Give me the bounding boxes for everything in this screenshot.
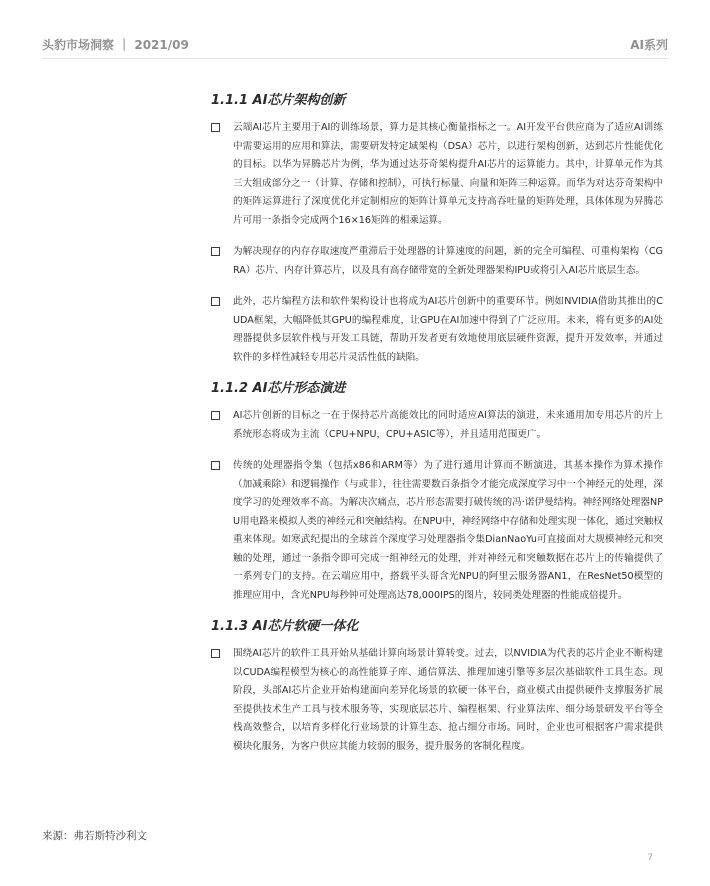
bullet-item (211, 407, 663, 444)
header-series-name: AI系列 (630, 38, 668, 52)
page-number: 7 (647, 853, 653, 863)
bullet-square-icon (211, 411, 220, 420)
page-header (42, 36, 668, 56)
bullet-square-icon (211, 297, 220, 306)
section-title-hw-sw-integration: 1.1.3 AI芯片软硬一体化 (211, 619, 359, 634)
bullet-item (211, 645, 663, 756)
source-note: 来源：弗若斯特沙利文 (42, 830, 147, 842)
bullet-text: 云端AI芯片主要用于AI的训练场景，算力是其核心衡量指标之一。AI开发平台供应商为了适应AI训练中需要运用的应用和算法，需要研发特定域架构（DSA）芯片，以进行架构创新，达到芯片性能优化的目标。以华为昇腾芯片为例，华为通过达芬奇架构提升AI芯片的运算能力。其中，计算单元作为其三大组成部分之一（计算、存储和控制），可执行标量、向量和矩阵三种运算。而华为对达芬奇架构中的矩阵运算进行了深度优化并定制相应的矩阵计算单元支持高吞吐量的矩阵处理，具体体现为昇腾芯片可用一条指令完成两个16×16矩阵的相乘运算。 (233, 122, 663, 226)
section-title-architecture-innovation: 1.1.1 AI芯片架构创新 (211, 93, 346, 108)
bullet-text: 为解决现存的内存存取速度严重滞后于处理器的计算速度的问题，新的完全可编程、可重构架构（CGRA）芯片、内存计算芯片，以及具有高存储带宽的全新处理器架构IPU或将引入AI芯片底层生态。 (233, 246, 663, 276)
bullet-square-icon (211, 649, 220, 658)
bullet-square-icon (211, 461, 220, 470)
bullet-square-icon (211, 123, 220, 132)
bullet-item (211, 457, 663, 605)
header-report-title: 头豹市场洞察 ｜ 2021/09 (42, 38, 189, 52)
section-title-form-evolution: 1.1.2 AI芯片形态演进 (211, 381, 346, 396)
header-divider (42, 58, 668, 59)
bullet-text: 此外，芯片编程方法和软件架构设计也将成为AI芯片创新中的重要环节。例如NVIDIA借助其推出的CUDA框架，大幅降低其GPU的编程难度，让GPU在AI加速中得到了广泛应用。未来，将有更多的AI处理器提供多层软件栈与开发工具链，帮助开发者更有效地使用底层硬件资源，提升开发效率，并通过软件的多样性减轻专用芯片灵活性低的缺陷。 (233, 296, 663, 363)
bullet-item (211, 119, 663, 230)
bullet-square-icon (211, 247, 220, 256)
main-content (211, 92, 663, 769)
bullet-text: AI芯片创新的目标之一在于保持芯片高能效比的同时适应AI算法的演进，未来通用加专用芯片的片上系统形态将成为主流（CPU+NPU，CPU+ASIC等），并且适用范围更广。 (233, 410, 663, 440)
bullet-item (211, 243, 663, 280)
bullet-item (211, 293, 663, 367)
bullet-text: 围绕AI芯片的软件工具开始从基础计算向场景计算转变。过去，以NVIDIA为代表的芯片企业不断构建以CUDA编程模型为核心的高性能算子库、通信算法、推理加速引擎等多层次基础软件工具生态。现阶段，头部AI芯片企业开始构建面向差异化场景的软硬一体平台，商业模式由提供硬件支撑服务扩展至提供技术生产工具与技术服务等，实现底层芯片、编程框架、行业算法库、细分场景研发平台等全栈高效整合，以培育多样化行业场景的计算生态、抢占细分市场。同时，企业也可根据客户需求提供模块化服务，为客户供应其能力较弱的服务，提升服务的客制化程度。 (233, 648, 663, 752)
bullet-text: 传统的处理器指令集（包括x86和ARM等）为了进行通用计算而不断演进，其基本操作为算术操作（加减乘除）和逻辑操作（与或非），往往需要数百条指令才能完成深度学习中一个神经元的处理，深度学习的处理效率不高。为解决次痛点，芯片形态需要打破传统的冯·诺伊曼结构。神经网络处理器NPU用电路来模拟人类的神经元和突触结构。在NPU中，神经网络中存储和处理实现一体化，通过突触权重来体现。如寒武纪提出的全球首个深度学习处理器指令集DianNaoYu可直接面对大规模神经元和突触的处理，通过一条指令即可完成一组神经元的处理，并对神经元和突触数据在芯片上的传输提供了一系列专门的支持。在云端应用中，搭载平头哥含光NPU的阿里云服务器AN1，在ResNet50模型的推理应用中，含光NPU每秒钟可处理高达78,000IPS的图片，较同类处理器的性能成倍提升。 (233, 460, 663, 601)
